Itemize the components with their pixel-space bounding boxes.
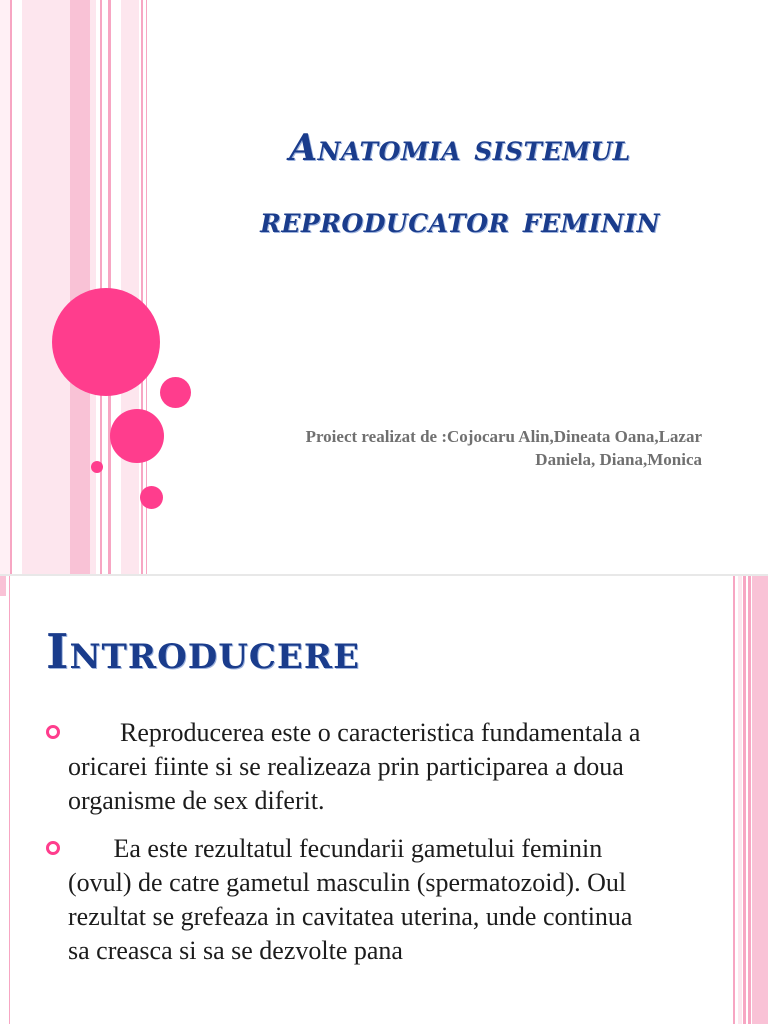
small-circle (160, 377, 191, 408)
bullet-text: Reproducerea este o caracteristica fundamentala a oricarei fiinte si se realizeaza prin participarea a doua organisme de sex diferit. (68, 718, 641, 815)
bullet-circle-icon (46, 725, 60, 739)
slide-title: Anatomia sistemul reproducator feminin (260, 127, 660, 241)
author-line: Proiect realizat de :Cojocaru Alin,Dineata Oana,Lazar Daniela, Diana,Monica (305, 427, 702, 469)
bullet-circle-icon (46, 841, 60, 855)
tiny-circle (91, 461, 103, 473)
list-item (0, 716, 700, 818)
intro-slide (0, 576, 768, 1024)
medium-circle (110, 409, 164, 463)
list-item (0, 832, 700, 968)
large-circle (52, 288, 160, 396)
small-circle (140, 486, 163, 509)
bullet-list (0, 716, 700, 982)
slide-heading: Introducere (46, 624, 360, 680)
bullet-text: Ea este rezultatul fecundarii gametului feminin (ovul) de catre gametul masculin (spermatozoid). Oul rezultat se grefeaza in cavitatea uterina, unde continua sa creasca si sa se dezvolte pana (68, 834, 633, 965)
